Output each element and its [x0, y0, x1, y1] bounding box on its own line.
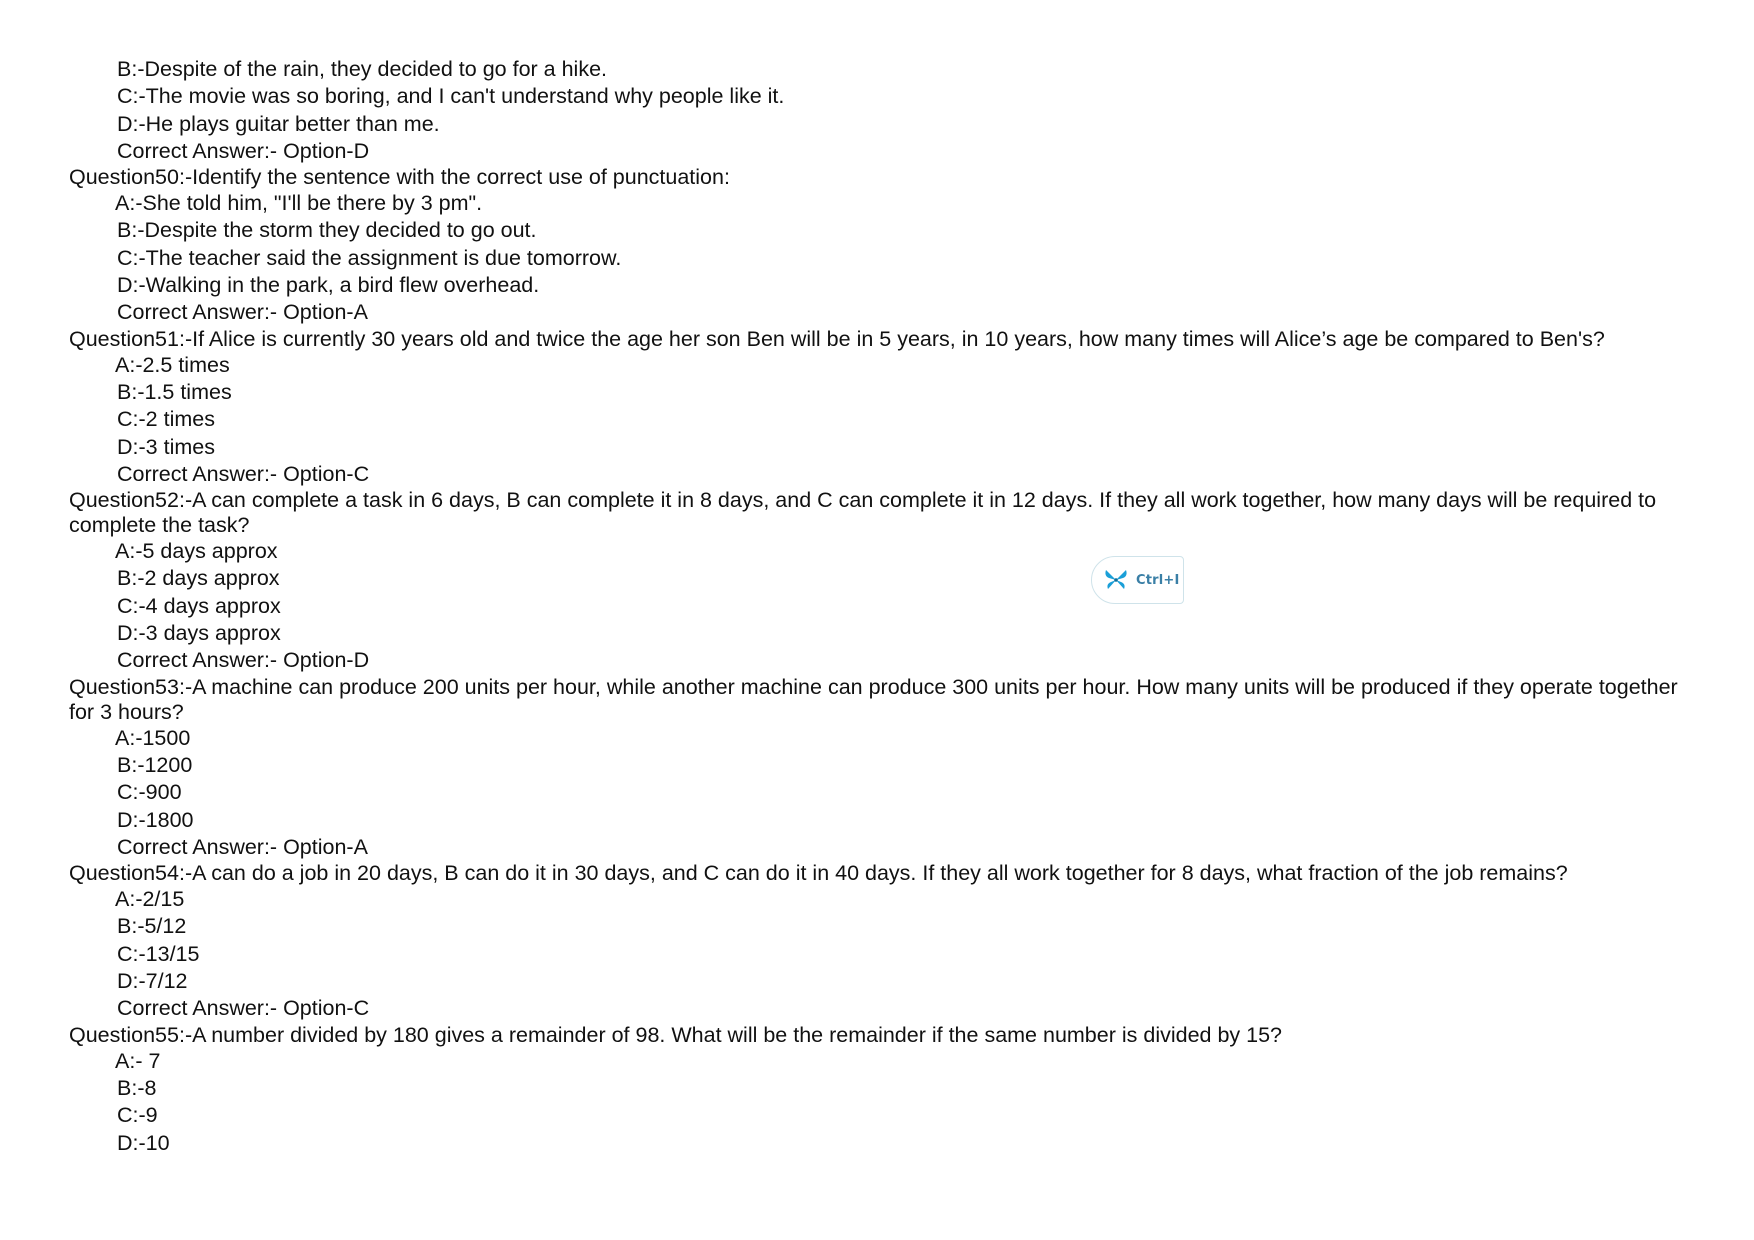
question-list: [0, 56, 1754, 1157]
option-line: C:-2 times: [117, 407, 215, 432]
option-line: B:-1200: [117, 752, 193, 777]
correct-answer: Correct Answer:- Option-C: [117, 996, 370, 1021]
option-line: A:-1500: [115, 725, 191, 750]
option-line: C:-The movie was so boring, and I can't understand why people like it.: [117, 84, 785, 109]
ctrl-i-shortcut-button[interactable]: [1091, 556, 1184, 604]
question-text: Question54:-A can do a job in 20 days, B can do it in 30 days, and C can do it in 40 days. If they all work together for 8 days, what fraction of the job remains?: [69, 861, 1568, 886]
option-line: B:-5/12: [117, 914, 187, 939]
option-line: D:-He plays guitar better than me.: [117, 111, 440, 136]
option-line: C:-13/15: [117, 941, 200, 966]
question-text: Question52:-A can complete a task in 6 days, B can complete it in 8 days, and C can complete it in 12 days. If they all work together, how many days will be required to complete the task?: [69, 488, 1657, 538]
option-line: D:-1800: [117, 807, 194, 832]
option-line: D:-7/12: [117, 969, 188, 994]
option-line: B:-Despite of the rain, they decided to go for a hike.: [117, 57, 608, 81]
option-line: D:-10: [117, 1130, 170, 1155]
option-line: A:-She told him, "I'll be there by 3 pm".: [115, 191, 483, 216]
option-line: C:-900: [117, 780, 182, 805]
option-line: B:-Despite the storm they decided to go out.: [117, 218, 537, 243]
option-line: B:-2 days approx: [117, 566, 280, 591]
option-line: B:-1.5 times: [117, 379, 232, 404]
question-text: Question53:-A machine can produce 200 units per hour, while another machine can produce 300 units per hour. How many units will be produced if they operate together for 3 hours?: [69, 674, 1678, 724]
option-line: C:-4 days approx: [117, 593, 281, 618]
shortcut-label: Ctrl+I: [1136, 572, 1180, 588]
question-text: Question50:-Identify the sentence with the correct use of punctuation:: [69, 165, 730, 190]
correct-answer: Correct Answer:- Option-D: [117, 138, 370, 163]
option-line: A:-2.5 times: [115, 352, 230, 377]
document-page: [0, 56, 1754, 1157]
correct-answer: Correct Answer:- Option-A: [117, 834, 368, 859]
correct-answer: Correct Answer:- Option-C: [117, 461, 370, 486]
correct-answer: Correct Answer:- Option-A: [117, 300, 368, 325]
question-text: Question55:-A number divided by 180 gives a remainder of 98. What will be the remainder if the same number is divided by 15?: [69, 1022, 1283, 1047]
butterfly-icon: [1102, 566, 1130, 594]
question-text: Question51:-If Alice is currently 30 years old and twice the age her son Ben will be in 5 years, in 10 years, how many times will Alice’s age be compared to Ben's?: [69, 326, 1605, 351]
option-line: B:-8: [117, 1075, 157, 1100]
option-line: C:-9: [117, 1103, 158, 1128]
option-line: A:-2/15: [115, 887, 185, 912]
option-line: A:- 7: [115, 1048, 161, 1073]
option-line: D:-3 times: [117, 434, 215, 459]
option-line: D:-Walking in the park, a bird flew overhead.: [117, 273, 540, 298]
option-line: A:-5 days approx: [115, 539, 278, 564]
option-line: D:-3 days approx: [117, 621, 281, 646]
option-line: C:-The teacher said the assignment is due tomorrow.: [117, 245, 622, 270]
correct-answer: Correct Answer:- Option-D: [117, 648, 370, 673]
